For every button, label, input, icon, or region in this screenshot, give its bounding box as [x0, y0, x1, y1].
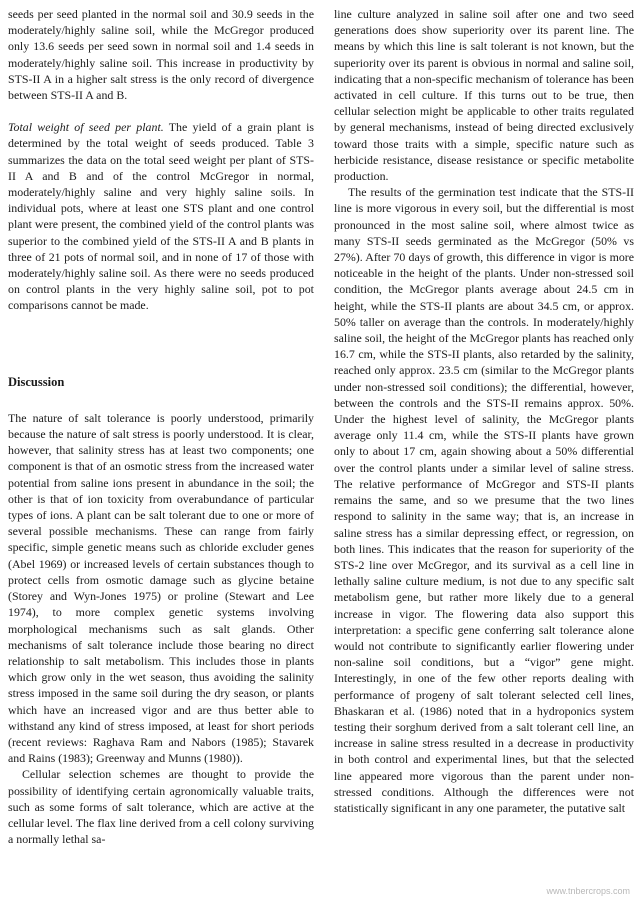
continued-paragraph: seeds per seed planted in the normal soil and 30.9 seeds in the moderately/highly saline soil, while the McGregor produced only 13.6 seeds per seed sown in normal soil and 1.4 seeds in moderately/highly saline soil. This increase in productivity by STS-II A in a higher salt stress is the only record of divergence between STS-II A and B. [8, 7, 314, 103]
discussion-paragraph-2: Cellular selection schemes are thought to provide the possibility of identifying certain agronomically valuable traits, such as some forms of salt tolerance, which are active at the cellular level. The flax line derived from a cell colony surviving a normally lethal sa- [8, 767, 314, 847]
total-weight-paragraph [8, 119, 314, 313]
left-column [8, 6, 314, 847]
continued-paragraph: line culture analyzed in saline soil after one and two seed generations does show superiority over its parent line. The means by which this line is salt tolerant is not known, but the superiority over its parent is obvious in normal and saline soil, indicating that a non-specific mechanism of tolerance has been activated in cell culture. If this turns out to be true, then cellular selection might be applicable to other traits regulated by general mechanisms, instead of being directed exclusively toward those traits with a simple, specific nature such as herbicide resistance, disease resistance or specific metabolite production. [334, 7, 634, 184]
section-heading-discussion: Discussion [8, 374, 65, 389]
total-weight-text: The yield of a grain plant is determined by the total weight of seeds produced. Table 3 summarizes the data on the total seed weight per plant of STS-II A and B and of the control McGregor in normal, moderately/highly saline and very highly saline soils. In individual pots, where at least one STS plant and one control plant were present, the combined yield of the control plants was superior to the combined yield of the STS-II A and B plants in three of 21 pots of normal soil, and in none of 17 of those with moderately/highly saline soil. As there were no seeds produced on control plants in the very highly saline soil, pot to pot comparisons cannot be made. [8, 120, 314, 313]
watermark: www.tnbercrops.com [546, 886, 630, 896]
right-column [334, 6, 634, 816]
run-in-heading: Total weight of seed per plant. [8, 120, 164, 135]
discussion-paragraph-1: The nature of salt tolerance is poorly understood, primarily because the nature of salt stress is poorly understood. It is clear, however, that salinity stress has at least two components; one component is that of an osmotic stress from the increased water potential from saline ions present in abundance in the soil; the other is that of ion toxicity from overabundance of particular types of ions. A plant can be salt tolerant due to one or more of several possible mechanisms. These can range from fairly specific, simple genetic means such as chloride excluder genes (Abel 1969) or increased levels of certain substances though to protect cells from osmotic damage such as glycine betaine (Storey and Wyn-Jones 1975) or proline (Stewart and Lee 1974), to more complex genetic systems involving morphological mechanisms such as salt glands. Other mechanisms of salt tolerance include those bearing no direct relationship to salt metabolism. This includes those in plants which grow only in the wet season, thus avoiding the salinity stress imposed in the same soil during the dry season, or plants which have an increased vigor and are thus better able to withstand any kind of stress imposed, at least for short periods (recent reviews: Raghava Ram and Nabors (1985); Stavarek and Rains (1983); Greenway and Munns (1980)). [8, 410, 314, 766]
results-paragraph: The results of the germination test indicate that the STS-II line is more vigorous in every soil, but the differential is most pronounced in the most saline soil, where almost twice as many STS-II seeds germinated as the McGregor (50% vs 27%). After 70 days of growth, this difference in vigor is more noticeable in the height of the plants. Under non-stressed soil condition, the McGregor plants average about 24.5 cm in height, while the STS-II plants are about 34.5 cm, or approx. 50% taller on average than the controls. In moderately/highly saline soil, the height of the McGregor plants has reached only 16.7 cm, while the STS-II plants, also retarded by the salinity, reached only approx. 23.5 cm (similar to the McGregor plants under non-stressed soil conditions); the differential, however, between the controls and the STS-II remains approx. 50%. Under the highest level of salinity, the McGregor plants average only 11.4 cm, while the STS-II plants have grown only to about 17 cm, again showing about a 50% differential over the control plants under a similar level of saline stress. The relative performance of McGregor and STS-II plants remains the same, and so we presume that the two lines respond to salinity in the same way; that is, an increase in saline stress has a similar depressing effect, or regression, on both lines. This indicates that the reason for superiority of the STS-2 line over McGregor, and its survival as a cell line in lethally saline culture medium, is not due to any specific salt metabolism gene, but rather more likely due to a general increase in vigor. The flowering data also support this interpretation: a specific gene conferring salt tolerance alone would not contribute to significantly earlier flowering under non-saline soil conditions, but a “vigor” gene might. Interestingly, in one of the few other reports dealing with performance of progeny of salt tolerant selected cell lines, Bhaskaran et al. (1986) noted that in a hydroponics system testing their sorghum derived from a salt tolerant cell line, an increase in saline stress resulted in a decrease in productivity in both control and experimental lines, but that the selected line appeared more vigorous than the parent under non-stressed conditions. Although the differences were not statistically significant in any one parameter, the putative salt [334, 185, 634, 815]
